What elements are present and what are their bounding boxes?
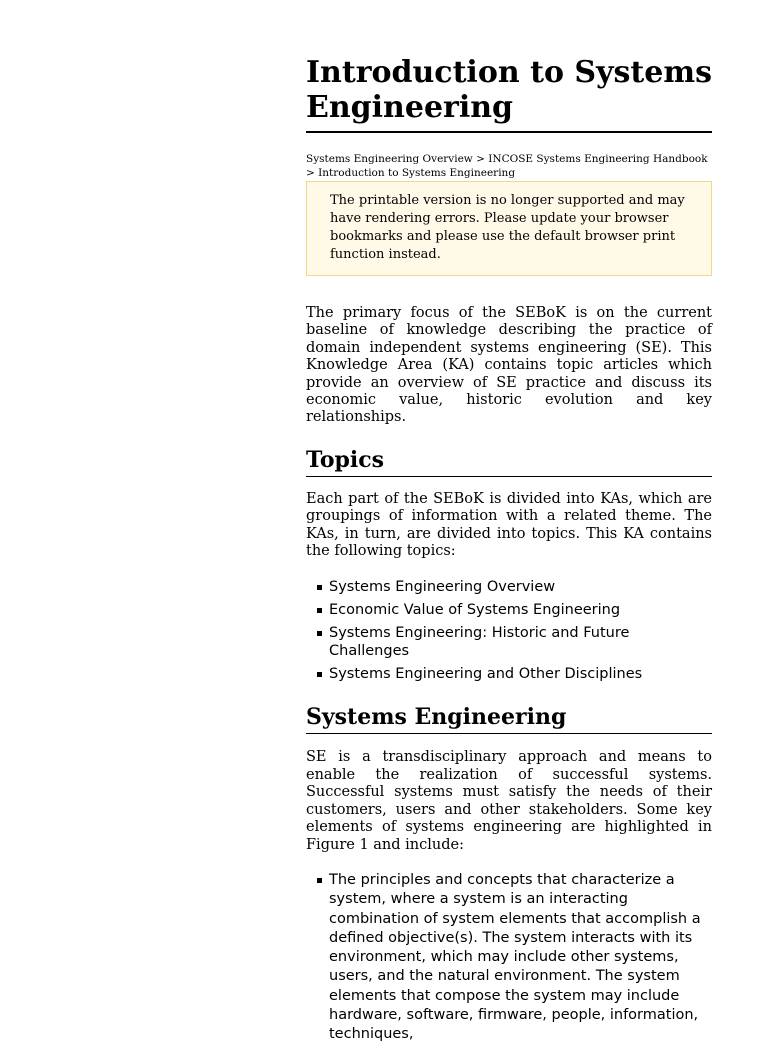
topic-link-other-disciplines[interactable]: Systems Engineering and Other Disciplines: [306, 665, 712, 683]
main-content: [306, 0, 712, 1045]
topic-link-historic-future-challenges[interactable]: Systems Engineering: Historic and Future Challenges: [306, 624, 712, 660]
page-title: Introduction to Systems Engineering: [306, 55, 712, 133]
printable-version-notice: [306, 181, 712, 276]
topics-paragraph: Each part of the SEBoK is divided into KAs, which are groupings of information with a related theme. The KAs, in turn, are divided into topics. This KA contains the following topics:: [306, 490, 712, 560]
topics-heading: Topics: [306, 447, 712, 477]
topic-link-economic-value[interactable]: Economic Value of Systems Engineering: [306, 601, 712, 619]
topics-list: [306, 578, 712, 683]
intro-paragraph: The primary focus of the SEBoK is on the current baseline of knowledge describing the practice of domain independent systems engineering (SE). This Knowledge Area (KA) contains topic articles which provide an overview of SE practice and discuss its economic value, historic evolution and key relationships.: [306, 305, 712, 426]
systems-engineering-paragraph: SE is a transdisciplinary approach and means to enable the realization of successful systems. Successful systems must satisfy the needs of their customers, users and other stakeholders. Some key elements of systems engineering are highlighted in Figure 1 and include:: [306, 749, 712, 853]
key-elements-list: [306, 871, 712, 1045]
breadcrumb: Systems Engineering Overview > INCOSE Systems Engineering Handbook > Introduction to Systems Engineering: [306, 153, 708, 179]
systems-engineering-heading: Systems Engineering: [306, 704, 712, 734]
list-item: The principles and concepts that characterize a system, where a system is an interacting combination of system elements that accomplish a defined objective(s). The system interacts with its environment, which may include other systems, users, and the natural environment. The system elements that compose the system may include hardware, software, firmware, people, information, techniques,: [306, 871, 712, 1045]
notice-text: The printable version is no longer supported and may have rendering errors. Please update your browser bookmarks and please use the default browser print function instead.: [330, 193, 685, 262]
topic-link-systems-engineering-overview[interactable]: Systems Engineering Overview: [306, 578, 712, 596]
